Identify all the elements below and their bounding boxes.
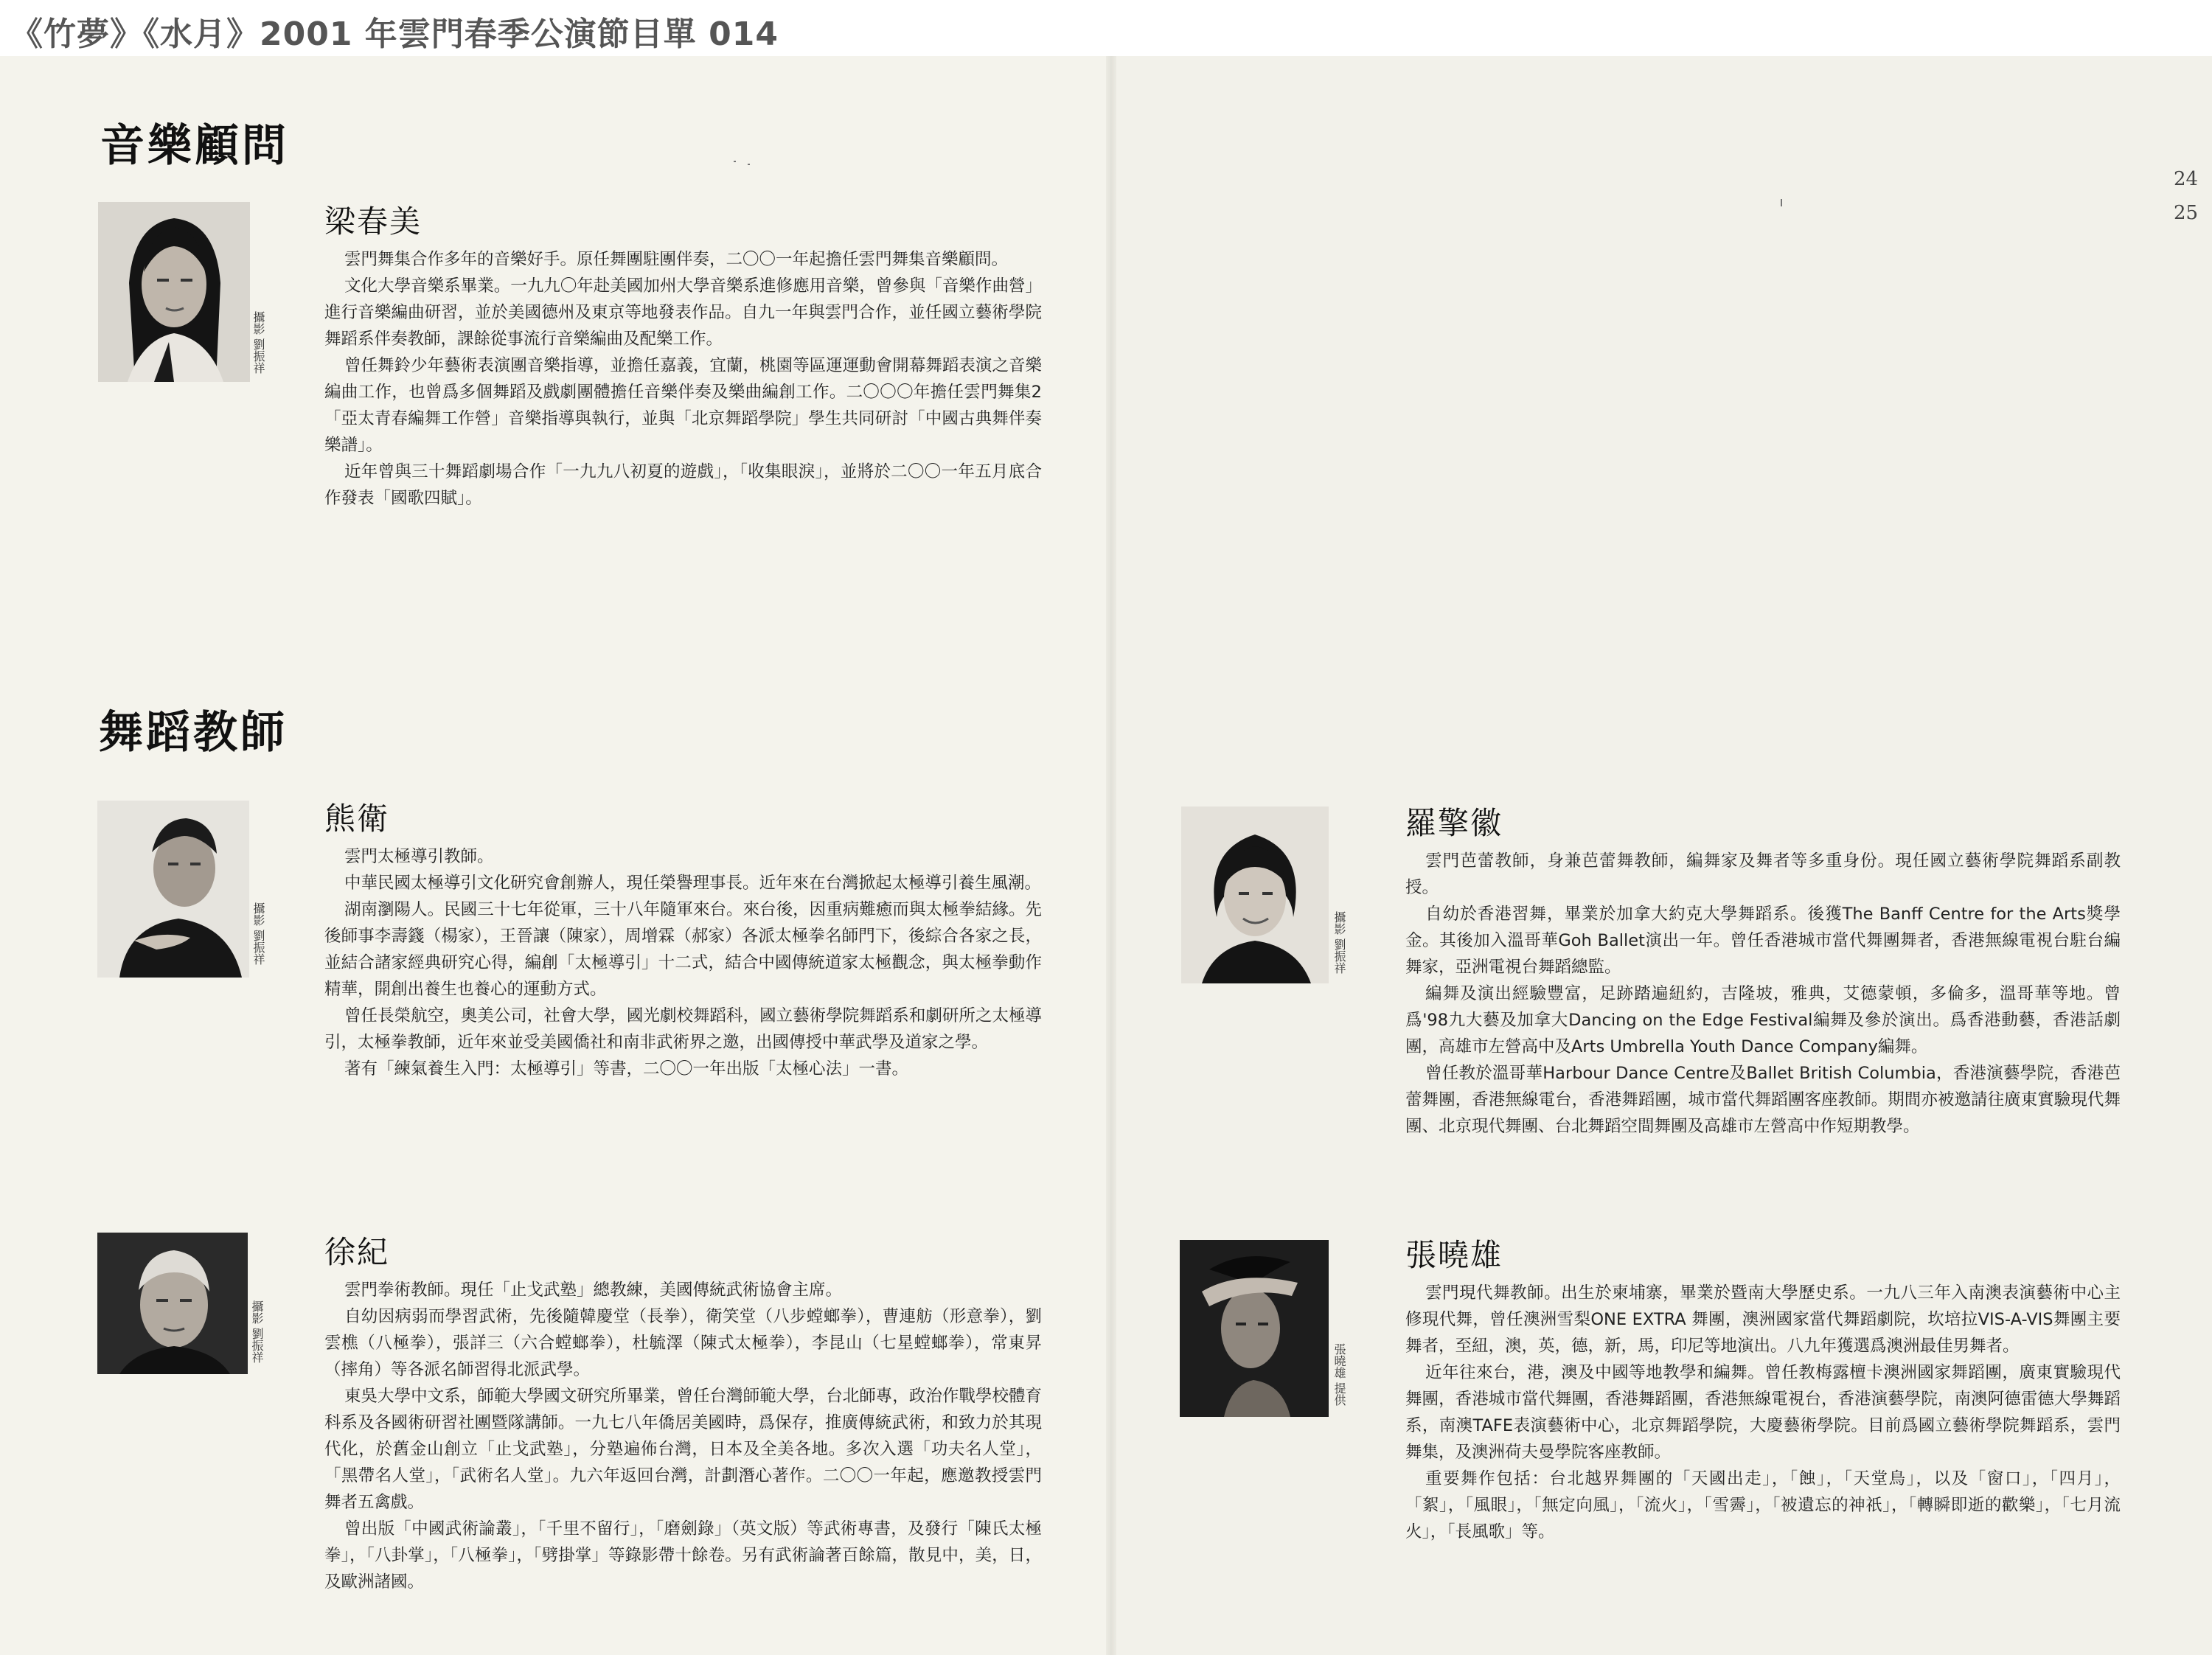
person-name: 羅擎徽 — [1405, 805, 1503, 841]
page-number-right: 25 — [2174, 202, 2199, 224]
bio-paragraph: 曾出版「中國武術論叢」，「千里不留行」，「磨劍錄」（英文版）等武術專書，及發行「陳氏太極拳」，「八卦掌」，「八極拳」，「劈掛掌」等錄影帶十餘卷。另有武術論著百餘篇，散見中，美，日，及歐洲諸國。 — [324, 1519, 1042, 1592]
bio-paragraph: 中華民國太極導引文化研究會創辦人，現任榮譽理事長。近年來在台灣掀起太極導引養生風潮。 — [344, 874, 1042, 893]
section-title-music-advisor: 音樂顧問 — [100, 120, 289, 172]
bio-paragraph: 雲門現代舞教師。出生於柬埔寨，畢業於暨南大學歷史系。一九八三年入南澳表演藝術中心主修現代舞，曾任澳洲雪梨ONE EXTRA 舞團，澳洲國家當代舞蹈劇院，坎培拉VIS-A-VIS舞團主要舞者，至紐，澳，英，德，新，馬，印尼等地演出。八九年獲選爲澳洲最佳男舞者。 — [1405, 1283, 2121, 1356]
portrait-liang-chunmei — [98, 202, 250, 382]
bio-paragraph: 曾任教於溫哥華Harbour Dance Centre及Ballet British Columbia，香港演藝學院，香港芭蕾舞團，香港無線電台，香港舞蹈團，城市當代舞蹈團客座教師。期間亦被邀請往廣東實驗現代舞團、北京現代舞團、台北舞蹈空間舞團及高雄市左營高中作短期教學。 — [1405, 1064, 2121, 1136]
page-number-left: 24 — [2174, 168, 2199, 190]
bio-paragraph: 近年曾與三十舞蹈劇場合作「一九九八初夏的遊戲」，「收集眼淚」，並將於二〇〇一年五月底合作發表「國歌四賦」。 — [324, 462, 1042, 508]
bio-zhang-xiaoxiong — [1405, 1231, 2121, 1545]
bio-paragraph: 雲門太極導引教師。 — [344, 847, 494, 866]
bio-paragraph: 重要舞作包括：台北越界舞團的「天國出走」，「蝕」，「天堂鳥」，以及「窗口」，「四月」，「絮」，「風眼」，「無定向風」，「流火」，「雪霽」，「被遺忘的神祇」，「轉瞬即逝的歡樂」，「七月流火」，「長風歌」等。 — [1405, 1469, 2121, 1541]
portrait-xu-ji — [97, 1233, 248, 1374]
portrait-xiong-wei — [97, 801, 249, 978]
bio-paragraph: 近年往來台，港，澳及中國等地教學和編舞。曾任教梅露檀卡澳洲國家舞蹈團，廣東實驗現代舞團，香港城市當代舞團，香港舞蹈團，香港無線電視台，香港演藝學院，南澳阿德雷德大學舞蹈系，南澳TAFE表演藝術中心，北京舞蹈學院，大慶藝術學院。目前爲國立藝術學院舞蹈系，雲門舞集，及澳洲荷夫曼學院客座教師。 — [1405, 1363, 2121, 1462]
photo-credit: 張曉雄 提供 — [1332, 1343, 1346, 1407]
photo-credit: 攝影 劉振祥 — [250, 1300, 264, 1364]
bio-paragraph: 雲門芭蕾教師，身兼芭蕾舞教師，編舞家及舞者等多重身份。現任國立藝術學院舞蹈系副教授。 — [1405, 851, 2121, 897]
bio-paragraph: 自幼於香港習舞，畢業於加拿大約克大學舞蹈系。後獲The Banff Centre for the Arts獎學金。其後加入溫哥華Goh Ballet演出一年。曾任香港城市當代舞團舞者，香港無線電視台駐台編舞家，亞洲電視台舞蹈總監。 — [1405, 905, 2121, 977]
bio-xiong-wei — [324, 795, 1042, 1082]
bio-xu-ji — [324, 1228, 1042, 1595]
portrait-zhang-xiaoxiong — [1180, 1240, 1329, 1417]
header-bar — [0, 0, 2212, 56]
photo-credit: 攝影 劉振祥 — [1332, 911, 1346, 975]
bio-paragraph: 文化大學音樂系畢業。一九九〇年赴美國加州大學音樂系進修應用音樂，曾參與「音樂作曲營」進行音樂編曲研習，並於美國德州及東京等地發表作品。自九一年與雲門合作，並任國立藝術學院舞蹈系伴奏教師，課餘從事流行音樂編曲及配樂工作。 — [324, 276, 1042, 349]
scan-speck — [1781, 199, 1782, 206]
document-title: 《竹夢》《水月》2001 年雲門春季公演節目單 014 — [10, 15, 779, 53]
bio-paragraph: 雲門舞集合作多年的音樂好手。原任舞團駐團伴奏，二〇〇一年起擔任雲門舞集音樂顧問。 — [344, 250, 1009, 269]
bio-luo-qinghui — [1405, 799, 2121, 1140]
page-gutter — [1106, 56, 1116, 1655]
bio-paragraph: 湖南瀏陽人。民國三十七年從軍，三十八年隨軍來台。來台後，因重病難癒而與太極拳結緣。先後師事李壽籛（楊家），王晉讓（陳家），周增霖（郝家）各派太極拳名師門下，後綜合各家之長，並結合諸家經典研究心得，編創「太極導引」十二式，結合中國傳統道家太極觀念，與太極拳動作精華，開創出養生也養心的運動方式。 — [324, 900, 1042, 999]
bio-liang-chunmei — [324, 198, 1042, 512]
bio-paragraph: 著有「練氣養生入門：太極導引」等書，二〇〇一年出版「太極心法」一書。 — [344, 1059, 909, 1079]
photo-credit: 攝影 劉振祥 — [251, 902, 265, 966]
scan-speck — [748, 164, 750, 165]
section-title-dance-teachers: 舞蹈教師 — [99, 707, 288, 759]
scan-speck — [734, 161, 736, 162]
person-name: 張曉雄 — [1405, 1237, 1503, 1273]
person-name: 梁春美 — [324, 203, 422, 240]
bio-paragraph: 編舞及演出經驗豐富，足跡踏遍紐約，吉隆坡，雅典，艾德蒙頓，多倫多，溫哥華等地。曾爲'98九大藝及加拿大Dancing on the Edge Festival編舞及參於演出。爲香港動藝，香港話劇團，高雄市左營高中及Arts Umbrella Youth Dance Company編舞。 — [1405, 984, 2121, 1056]
person-name: 徐紀 — [324, 1234, 390, 1270]
bio-paragraph: 東吳大學中文系，師範大學國文研究所畢業，曾任台灣師範大學，台北師專，政治作戰學校體育科系及各國術研習社團暨隊講師。一九七八年僑居美國時，爲保存，推廣傳統武術，和致力於其現代化，於舊金山創立「止戈武塾」，分塾遍佈台灣，日本及全美各地。多次入選「功夫名人堂」，「黑帶名人堂」，「武術名人堂」。九六年返回台灣，計劃潛心著作。二〇〇一年起，應邀教授雲門舞者五禽戲。 — [324, 1387, 1042, 1512]
person-name: 熊衛 — [324, 801, 390, 837]
bio-paragraph: 雲門拳術教師。現任「止戈武塾」總教練，美國傳統武術協會主席。 — [344, 1281, 843, 1300]
portrait-luo-qinghui — [1181, 806, 1329, 983]
bio-paragraph: 曾任長榮航空，奧美公司，社會大學，國光劇校舞蹈科，國立藝術學院舞蹈系和劇研所之太極導引，太極拳教師，近年來並受美國僑社和南非武術界之邀，出國傳授中華武學及道家之學。 — [324, 1006, 1042, 1052]
bio-paragraph: 自幼因病弱而學習武術，先後隨韓慶堂（長拳），衛笑堂（八步螳螂拳），曹連舫（形意拳），劉雲樵（八極拳），張詳三（六合螳螂拳），杜毓澤（陳式太極拳），李昆山（七星螳螂拳），常東昇（摔角）等各派名師習得北派武學。 — [324, 1307, 1042, 1379]
bio-paragraph: 曾任舞鈴少年藝術表演團音樂指導，並擔任嘉義，宜蘭，桃園等區運運動會開幕舞蹈表演之音樂編曲工作，也曾爲多個舞蹈及戲劇團體擔任音樂伴奏及樂曲編創工作。二〇〇〇年擔任雲門舞集2「亞太青春編舞工作營」音樂指導與執行，並與「北京舞蹈學院」學生共同研討「中國古典舞伴奏樂譜」。 — [324, 356, 1042, 455]
photo-credit: 攝影 劉振祥 — [251, 311, 265, 374]
